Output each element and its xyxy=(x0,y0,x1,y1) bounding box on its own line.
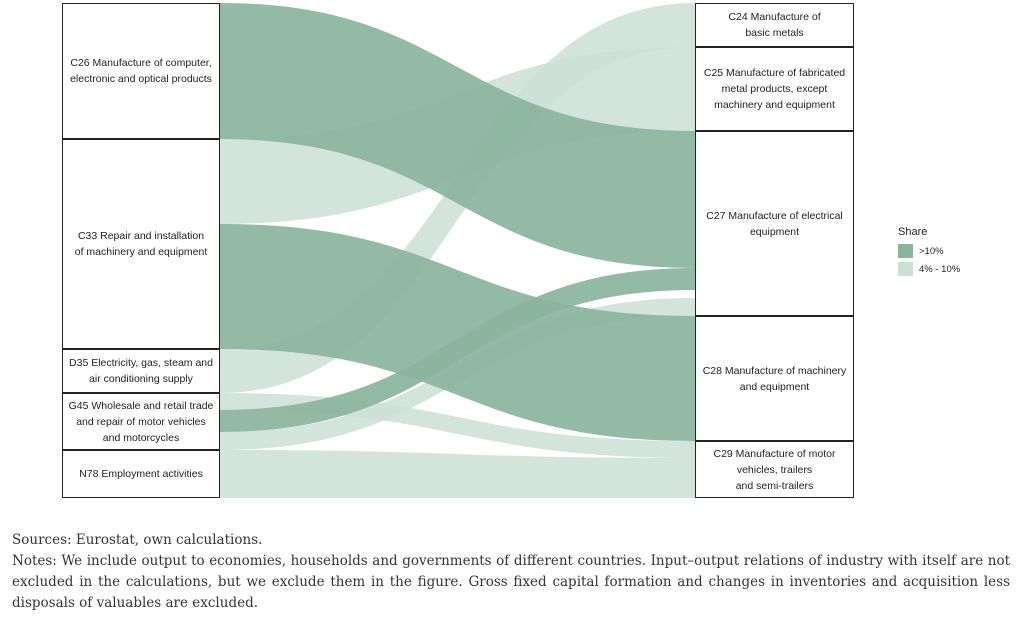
legend-swatch-high xyxy=(898,244,913,258)
sources-line: Sources: Eurostat, own calculations. xyxy=(12,532,263,548)
node-c29: C29 Manufacture of motor vehicles, trailers and semi-trailers xyxy=(695,441,854,498)
legend-item-mid xyxy=(898,260,960,278)
legend-label-high: >10% xyxy=(919,245,944,257)
node-c28: C28 Manufacture of machinery and equipment xyxy=(695,316,854,441)
flow-n78-to-c29 xyxy=(220,450,695,498)
figure-notes xyxy=(12,530,1010,614)
legend xyxy=(898,226,960,278)
legend-label-mid: 4% - 10% xyxy=(919,263,961,275)
node-g45: G45 Wholesale and retail trade and repair of motor vehicles and motorcycles xyxy=(62,393,220,450)
node-c25: C25 Manufacture of fabricated metal products, except machinery and equipment xyxy=(695,47,854,131)
legend-title: Share xyxy=(898,226,928,238)
legend-swatch-mid xyxy=(898,262,913,276)
node-n78: N78 Employment activities xyxy=(62,450,220,498)
node-c33: C33 Repair and installation of machinery and equipment xyxy=(62,139,220,349)
notes-paragraph: Notes: We include output to economies, households and governments of different countries. Input–output relations of industry with itself are not excluded in the calculations, but we exclude them in the figure. Gross fixed capital formation and changes in inventories and acquisition less disposals of valuables are excluded. xyxy=(12,553,1010,611)
node-c26: C26 Manufacture of computer, electronic and optical products xyxy=(62,3,220,139)
node-c27: C27 Manufacture of electrical equipment xyxy=(695,131,854,316)
node-d35: D35 Electricity, gas, steam and air conditioning supply xyxy=(62,349,220,393)
legend-item-high xyxy=(898,242,960,260)
node-c24: C24 Manufacture of basic metals xyxy=(695,3,854,47)
